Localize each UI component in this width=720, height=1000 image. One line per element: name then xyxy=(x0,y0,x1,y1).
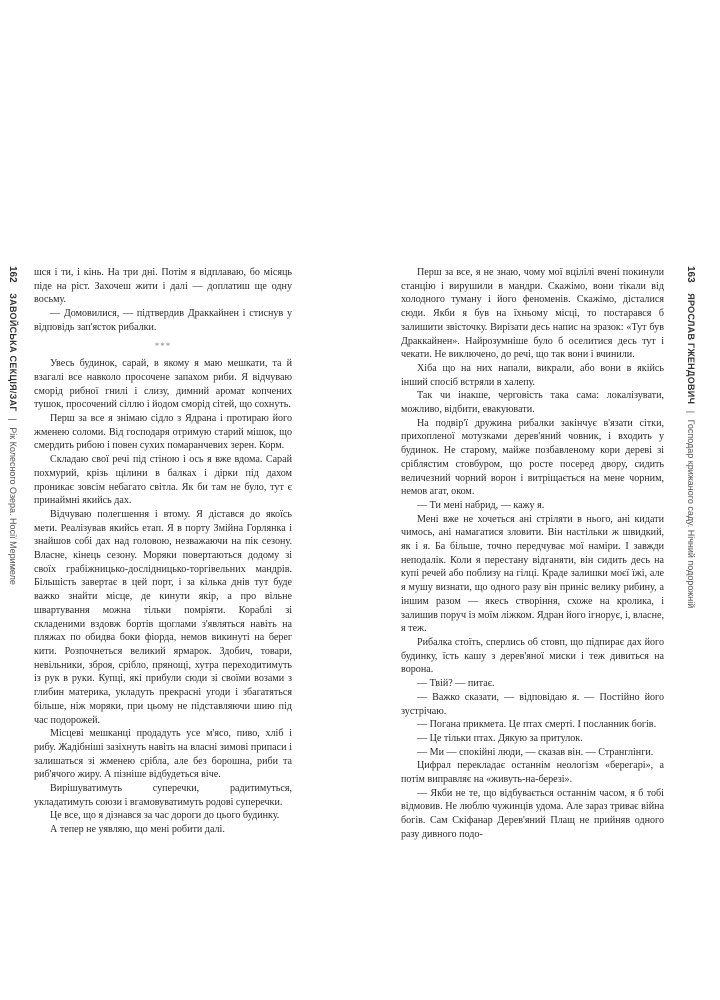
paragraph: — Важко сказати, — відповідаю я. — Постійно його зустрічаю. xyxy=(401,691,664,717)
paragraph: Цифрал перекладає останнім неологізм «берегарі», а потім виправляє на «живуть-на-березі». xyxy=(401,760,664,786)
paragraph: Так чи інакше, черговість така сама: локалізувати, можливо, відбити, евакуювати. xyxy=(401,390,664,416)
paragraph: — Домовилися, — підтвердив Драккайнен і стиснув у відповідь зап'ясток рибалки. xyxy=(34,308,292,333)
paragraph: — Це тільки птах. Дякую за притулок. xyxy=(417,732,583,744)
section-break: *** xyxy=(154,340,172,351)
paragraph: На подвір'ї дружина рибалки закінчує в'язати сітки, прихопленої мотузками дерев'яний човник, і входить у будинок. Не старому, майже позбавленому кори дереві зі сріблястим стовбуром, що росте посеред двору, сидить величезний чорний ворон і витріщається на мене чорним, немов агат, оком. xyxy=(401,417,664,498)
left-running-head-title: Рік Колесного Озера. Носії Меримеле xyxy=(8,427,18,585)
right-page-number: 163 xyxy=(685,266,696,283)
paragraph: Мені вже не хочеться ані стріляти в нього, ані кидати чимось, ані намагатися зловити. Він настільки ж швидкий, як і я. Ба більше, точно передчуває мої наміри. І завжди неподалік. Коли я перестану відганяти, він сидить десь на купі речей або поблизу на гілці. Краде залишки моєї їжі, але я мушу визнати, що одного разу він приніс велику рибину, а іншим разом — якесь створіння, схоже на кролика, і залишив поруч із моїм ліжком. Ядран його ігнорує, і, власне, я теж. xyxy=(401,513,664,635)
paragraph: Рибалка стоїть, сперлись об стовп, що підпирає дах його будинку, їсть кашу з дерев'яної миски і теж дивиться на ворона. xyxy=(401,636,664,676)
paragraph: Перш за все я знімаю сідло з Ядрана і протираю його жменею соломи. Від господаря отримую старий мішок, що смердить рибою і повен сухих помаранчевих зерен. Корм. xyxy=(34,413,292,452)
paragraph: А тепер не уявляю, що мені робити далі. xyxy=(50,824,225,836)
left-running-head-author: ЗАВОЙСЬКА СЕКЦІЯ/ЗАГ xyxy=(8,293,18,412)
left-running-head-separator: | xyxy=(8,418,18,421)
paragraph: — Ми — спокійні люди, — сказав він. — Странглінги. xyxy=(417,746,654,758)
right-text-column xyxy=(401,266,664,842)
paragraph: — Твій? — питає. xyxy=(417,678,495,690)
left-text-column xyxy=(34,266,292,837)
right-running-head xyxy=(680,266,696,806)
paragraph: Вирішуватимуть суперечки, радитимуться, укладатимуть союзи і вгамовуватимуть родові суперечки. xyxy=(34,783,292,808)
paragraph: Хіба що на них напали, викрали, або вони в якійсь інший спосіб встряли в халепу. xyxy=(401,362,664,388)
left-running-head xyxy=(2,266,18,806)
left-page-number: 162 xyxy=(7,266,18,283)
paragraph: Перш за все, я не знаю, чому мої вцілілі вчені покинули станцію і вирушили в мандри. Скажімо, вони тікали від холодного туману і його феноменів. Скажімо, дісталися сюди. Якби я був на їхньому місці, то постарався б залишити звісточку. Вирізати десь напис на зразок: «Тут був Драккайнен». Найрозумніше було б оселитися десь тут і чекати. Не виключено, до речі, що так вони і вчинили. xyxy=(401,267,664,361)
right-running-head-separator: | xyxy=(686,410,696,414)
paragraph: Складаю свої речі під стіною і ось я вже вдома. Сарай похмурий, крізь щілини в балках і дірки під дахом проникає зовсім небагато світла. Як би там не було, тут є принаймні якийсь дах. xyxy=(34,454,292,507)
paragraph: Місцеві мешканці продадуть усе м'ясо, пиво, хліб і рибу. Жадібніші зазіхнуть навіть на власні зимові припаси і залишаться зі жменею срібла, але без борошна, риби та риб'ячого жиру. А пізніше відбудеться віче. xyxy=(34,728,292,781)
right-page xyxy=(360,0,720,1000)
paragraph: шся і ти, і кінь. На три дні. Потім я відплаваю, бо місяць піде на ріст. Захочеш жити і далі — доплатиш ще одну восьму. xyxy=(34,267,292,306)
paragraph: — Погана прикмета. Це птах смерті. І посланник богів. xyxy=(417,719,657,731)
paragraph: Це все, що я дізнався за час дороги до цього будинку. xyxy=(50,810,280,822)
paragraph: — Ти мені набрид, — кажу я. xyxy=(417,499,545,511)
paragraph: Увесь будинок, сарай, в якому я маю мешкати, та й взагалі все навколо просочене запахом риби. Я відчуваю сморід рибної гнилі і слизу, димний аромат копчених тушок, просочений сіллю і йодом сморід сітей, що сохнуть. xyxy=(34,358,292,411)
paragraph: — Якби не те, що відбувається останнім часом, я б тобі відмовив. Не люблю чужинців удома. Але зараз триває війна богів. Сам Скіфанар Дерев'яний Плащ не прийняв одного разу дивного подо- xyxy=(401,787,664,840)
right-running-head-author: ЯРОСЛАВ ГЖЕНДОВИЧ xyxy=(686,293,696,405)
right-running-head-title: Господар крижаного саду. Нічний подорожній xyxy=(686,419,696,609)
paragraph: Відчуваю полегшення і втому. Я дістався до якоїсь мети. Реалізував якийсь етап. Я в порту Змійна Горлянка і знайшов собі дах над головою, незважаючи на пік сезону. Власне, кінець сезону. Моряки повертаються додому зі своїх грабіжницько-дослідницько-торгівельних мандрів. Більшість завертає в цей порт, і за кілька днів тут буде важко знайти місце, де кинути якір, а про вільне швартування можна тільки помріяти. Кораблі зі складеними вздовж бортів щоглами з'являться навіть на пляжах по обидва боки фіорда, немов викинуті на берег кити. Розпочнеться великий ярмарок. Здобич, товари, невільники, зброя, срібло, прянощі, хутра переходитимуть із рук в руки. Купці, які прибули сюди зі своїми возами з глибин материка, укладуть прекрасні угоди і збагатяться більше, ніж моряки, при цьому не підставляючи шию під час подорожей. xyxy=(34,508,292,726)
